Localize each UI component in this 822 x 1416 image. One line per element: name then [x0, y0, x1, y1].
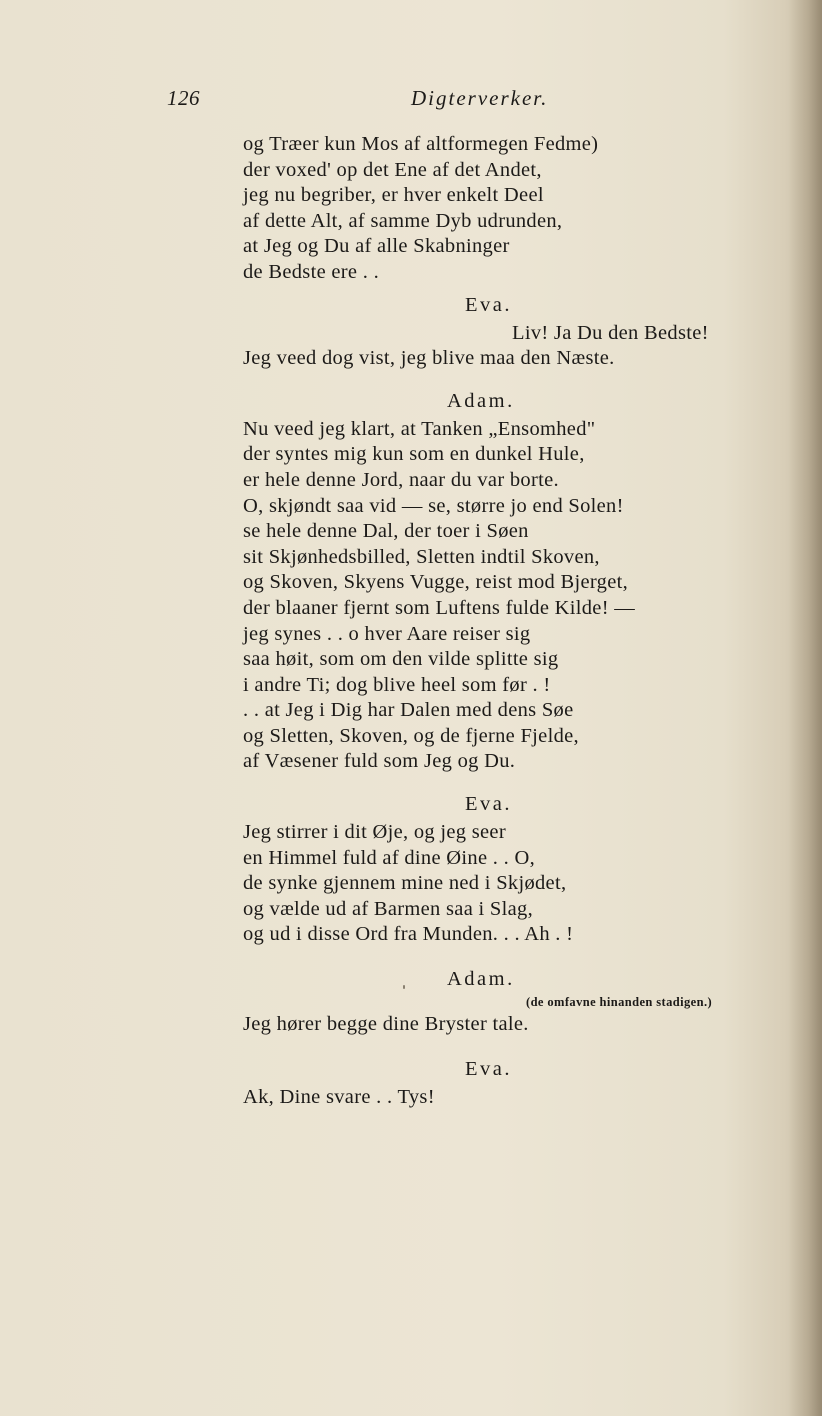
verse-block-3	[243, 417, 783, 775]
verse-line: O, skjøndt saa vid — se, større jo end Solen!	[243, 494, 624, 517]
verse-line: jeg nu begriber, er hver enkelt Deel	[243, 184, 544, 207]
verse-line: der syntes mig kun som en dunkel Hule,	[243, 443, 585, 466]
verse-line: de Bedste ere . .	[243, 260, 380, 283]
verse-line: er hele denne Jord, naar du var borte.	[243, 468, 559, 491]
verse-line: og vælde ud af Barmen saa i Slag,	[243, 897, 534, 920]
verse-line: der voxed' op det Ene af det Andet,	[243, 158, 542, 181]
verse-line: Liv! Ja Du den Bedste!	[512, 321, 709, 344]
verse-line: Jeg stirrer i dit Øje, og jeg seer	[243, 821, 506, 844]
speaker-eva: Eva.	[465, 293, 512, 316]
verse-line: Ak, Dine svare . . Tys!	[243, 1085, 435, 1108]
verse-line: Jeg hører begge dine Bryster tale.	[243, 1013, 529, 1036]
verse-block-4	[243, 820, 783, 948]
verse-line: af dette Alt, af samme Dyb udrunden,	[243, 209, 563, 232]
verse-line: se hele denne Dal, der toer i Søen	[243, 520, 529, 543]
verse-line: at Jeg og Du af alle Skabninger	[243, 235, 510, 258]
page-number: 126	[167, 86, 200, 110]
paper-speck	[403, 985, 405, 989]
verse-line: og ud i disse Ord fra Munden. . . Ah . !	[243, 923, 574, 946]
poem-text	[243, 132, 783, 1110]
verse-line: de synke gjennem mine ned i Skjødet,	[243, 872, 567, 895]
verse-line: af Væsener fuld som Jeg og Du.	[243, 750, 516, 773]
verse-line: og Træer kun Mos af altformegen Fedme)	[243, 133, 599, 155]
verse-block-5	[243, 1012, 783, 1038]
verse-line: i andre Ti; dog blive heel som før . !	[243, 673, 551, 696]
verse-line: og Skoven, Skyens Vugge, reist mod Bjerget,	[243, 571, 629, 594]
verse-line: saa høit, som om den vilde splitte sig	[243, 648, 559, 671]
verse-line: jeg synes . . o hver Aare reiser sig	[243, 622, 531, 645]
speaker-eva: Eva.	[465, 1057, 512, 1080]
verse-line: og Sletten, Skoven, og de fjerne Fjelde,	[243, 724, 579, 747]
speaker-adam: Adam.	[447, 968, 515, 991]
verse-line: der blaaner fjernt som Luftens fulde Kilde! —	[243, 596, 636, 619]
page-header	[0, 86, 822, 116]
speaker-adam: Adam.	[447, 389, 515, 412]
verse-block-6	[243, 1085, 783, 1111]
running-head: Digterverker.	[411, 86, 549, 110]
stage-direction: (de omfavne hinanden stadigen.)	[526, 995, 713, 1010]
verse-line: Jeg veed dog vist, jeg blive maa den Næste.	[243, 347, 615, 370]
page-edge-shadow	[788, 0, 822, 1416]
verse-block-1	[243, 132, 783, 286]
speaker-eva: Eva.	[465, 793, 512, 816]
verse-line: . . at Jeg i Dig har Dalen med dens Søe	[243, 699, 574, 722]
verse-line: en Himmel fuld af dine Øine . . O,	[243, 846, 536, 869]
verse-line: Nu veed jeg klart, at Tanken „Ensomhed"	[243, 417, 596, 440]
verse-line: sit Skjønhedsbilled, Sletten indtil Skoven,	[243, 545, 600, 568]
verse-block-2	[243, 321, 783, 372]
